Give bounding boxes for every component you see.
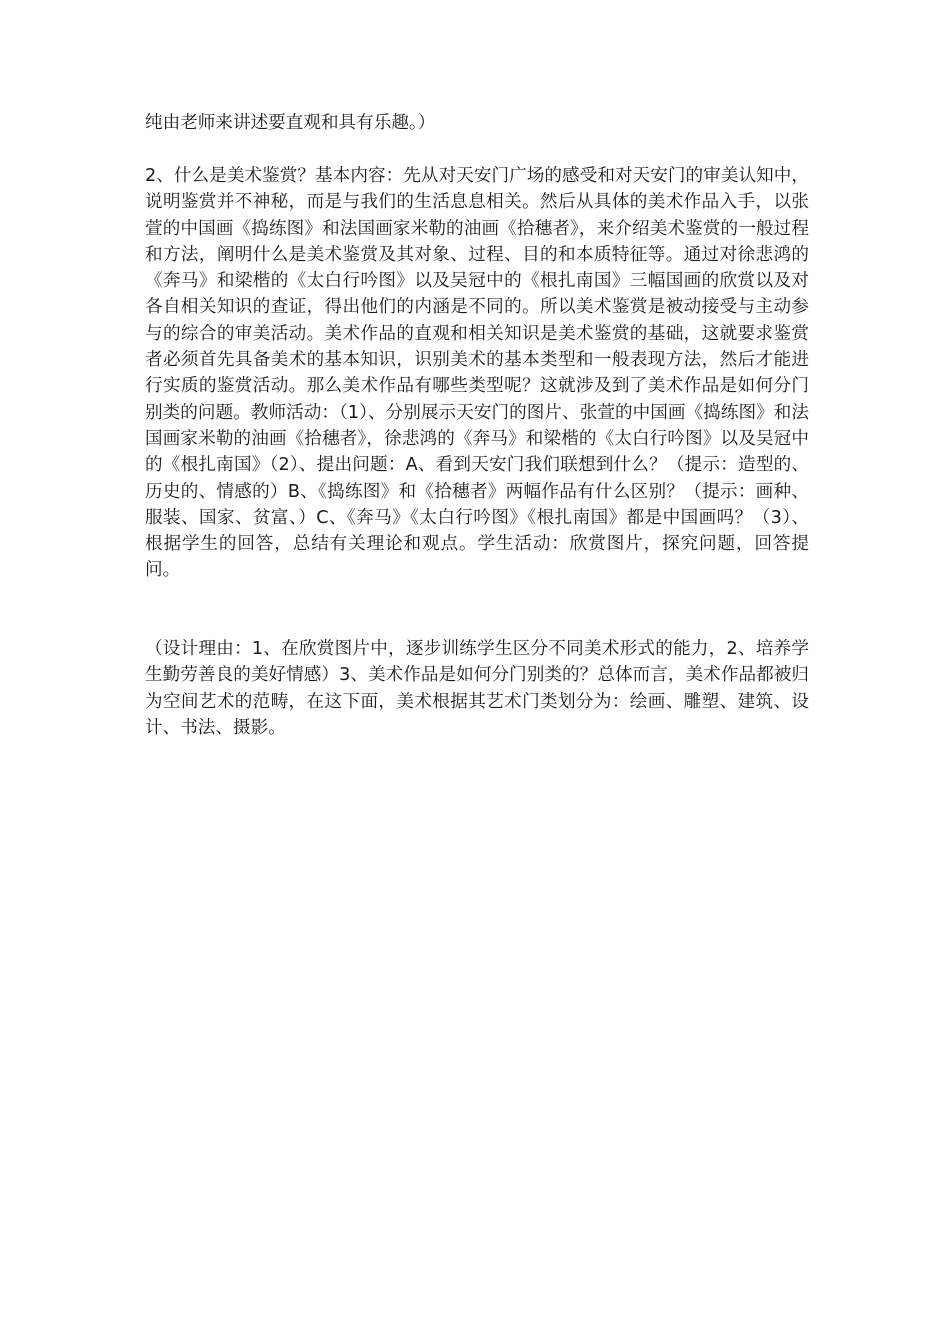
paragraph-art-appreciation: 2、什么是美术鉴赏？基本内容：先从对天安门广场的感受和对天安门的审美认知中，说明鉴赏并不神秘，而是与我们的生活息息相关。然后从具体的美术作品入手，以张萱的中国画《捣练图》和法国画家米勒的油画《拾穗者》，来介绍美术鉴赏的一般过程和方法，阐明什么是美术鉴赏及其对象、过程、目的和本质特征等。通过对徐悲鸿的《奔马》和梁楷的《太白行吟图》以及吴冠中的《根扎南国》三幅国画的欣赏以及对各自相关知识的查证，得出他们的内涵是不同的。所以美术鉴赏是被动接受与主动参与的综合的审美活动。美术作品的直观和相关知识是美术鉴赏的基础，这就要求鉴赏者必须首先具备美术的基本知识，识别美术的基本类型和一般表现方法，然后才能进行实质的鉴赏活动。那么美术作品有哪些类型呢？这就涉及到了美术作品是如何分门别类的问题。教师活动：（1）、分别展示天安门的图片、张萱的中国画《捣练图》和法国画家米勒的油画《拾穗者》，徐悲鸿的《奔马》和梁楷的《太白行吟图》以及吴冠中的《根扎南国》（2）、提出问题：A、看到天安门我们联想到什么？（提示：造型的、历史的、情感的）B、《捣练图》和《拾穗者》两幅作品有什么区别？（提示：画种、服装、国家、贫富、）C、《奔马》《太白行吟图》《根扎南国》都是中国画吗？（3）、根据学生的回答，总结有关理论和观点。学生活动：欣赏图片，探究问题，回答提问。: [145, 166, 809, 581]
paragraph-intro-ending: 纯由老师来讲述要直观和具有乐趣。）: [145, 113, 436, 133]
paragraph-design-rationale: （设计理由：1、在欣赏图片中，逐步训练学生区分不同美术形式的能力，2、培养学生勤劳善良的美好情感）3、美术作品是如何分门别类的？总体而言，美术作品都被归为空间艺术的范畴，在这下面，美术根据其艺术门类划分为：绘画、雕塑、建筑、设计、书法、摄影。: [145, 639, 809, 738]
